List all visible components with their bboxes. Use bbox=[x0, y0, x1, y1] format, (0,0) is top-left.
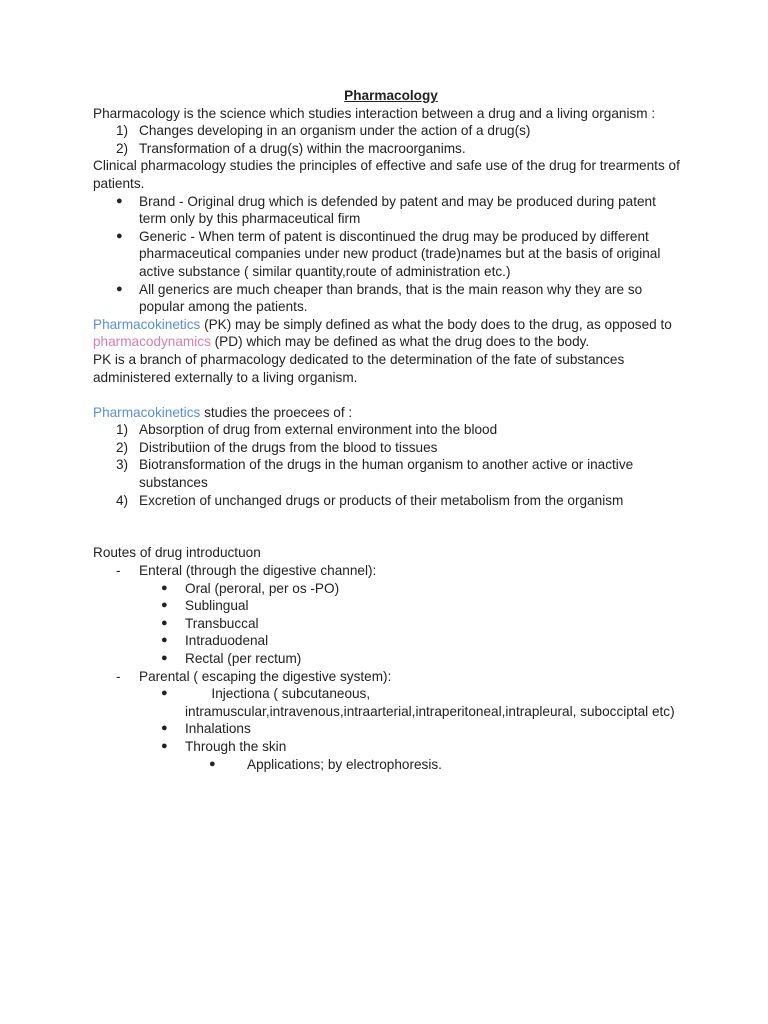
pk-branch-paragraph: PK is a branch of pharmacology dedicated to the determination of the fate of substances administered externally to a living organism. bbox=[93, 351, 625, 385]
pk-studies-paragraph bbox=[93, 404, 683, 422]
list-item bbox=[93, 122, 683, 140]
bullet-icon: ● bbox=[116, 229, 123, 242]
list-item-text: Generic - When term of patent is discontinued the drug may be produced by different pharmaceutical companies under new product (trade)names but at the basis of original active substance ( similar quantity,route of administration etc.) bbox=[139, 228, 661, 279]
dash-marker: - bbox=[116, 563, 121, 579]
list-item bbox=[93, 140, 683, 158]
list-item-text: Inhalations bbox=[185, 721, 251, 737]
list-number: 2) bbox=[116, 140, 129, 156]
bullet-icon: ● bbox=[116, 194, 123, 207]
list-number: 2) bbox=[116, 439, 129, 455]
list-number: 1) bbox=[116, 422, 129, 438]
bullet-icon: ● bbox=[209, 757, 216, 770]
list-item-text: Transformation of a drug(s) within the macroorganims. bbox=[139, 140, 466, 156]
list-item-text: Intraduodenal bbox=[185, 633, 269, 649]
list-item bbox=[93, 456, 683, 491]
pharmacokinetics-term: Pharmacokinetics bbox=[93, 404, 201, 420]
bullet-icon: ● bbox=[161, 687, 168, 700]
list-item bbox=[93, 685, 683, 720]
pk-definition-text-2: (PD) which may be defined as what the drug does to the body. bbox=[210, 334, 590, 350]
list-item bbox=[93, 562, 683, 580]
list-item-text: Absorption of drug from external environment into the blood bbox=[139, 422, 498, 438]
list-item-text: Oral (peroral, per os -PO) bbox=[185, 580, 340, 596]
bullet-icon: ● bbox=[161, 599, 168, 612]
bullet-icon: ● bbox=[161, 616, 168, 629]
dash-marker: - bbox=[116, 668, 121, 684]
injection-line-2: intramuscular,intravenous,intraarterial,intraperitoneal,intrapleural, subocciptal etc) bbox=[185, 703, 675, 719]
clinical-paragraph: Clinical pharmacology studies the principles of effective and safe use of the drug for trearments of patients. bbox=[93, 158, 680, 191]
bullet-icon: ● bbox=[161, 722, 168, 735]
list-item-text bbox=[93, 685, 683, 720]
list-item bbox=[93, 580, 683, 598]
list-item-text: Distributiion of the drugs from the blood to tissues bbox=[139, 439, 438, 455]
pharmacokinetics-term: Pharmacokinetics bbox=[93, 316, 201, 332]
list-item bbox=[93, 720, 683, 738]
list-item bbox=[93, 492, 683, 510]
bullet-icon: ● bbox=[161, 652, 168, 664]
pk-definition-text: (PK) may be simply defined as what the body does to the drug, as opposed to bbox=[200, 316, 672, 332]
list-item-text: Sublingual bbox=[185, 598, 249, 614]
list-item bbox=[93, 615, 683, 633]
spacer bbox=[93, 386, 683, 404]
list-item-text: All generics are much cheaper than brands, that is the main reason why they are so popular among the patients. bbox=[139, 281, 643, 315]
list-item bbox=[93, 597, 683, 615]
pk-definition-paragraph bbox=[93, 316, 683, 351]
list-item bbox=[93, 193, 683, 228]
list-item bbox=[93, 439, 683, 457]
pk-studies-text: studies the proecees of : bbox=[200, 404, 353, 420]
list-item bbox=[93, 281, 683, 316]
list-item-text: Biotransformation of the drugs in the human organism to another active or inactive substances bbox=[139, 457, 634, 491]
page-title: Pharmacology bbox=[344, 88, 438, 103]
routes-heading: Routes of drug introductuon bbox=[93, 545, 261, 561]
pharmacodynamics-term: pharmacodynamics bbox=[93, 334, 211, 350]
spacer bbox=[93, 509, 683, 544]
bullet-icon: ● bbox=[116, 282, 123, 295]
list-item-text: Changes developing in an organism under the action of a drug(s) bbox=[139, 123, 531, 139]
list-item-text: Rectal (per rectum) bbox=[185, 651, 302, 666]
injection-line-1: Injectiona ( subcutaneous, bbox=[185, 686, 371, 702]
list-number: 4) bbox=[116, 492, 129, 508]
list-item-text: Applications; by electrophoresis. bbox=[247, 756, 442, 772]
list-item bbox=[93, 668, 683, 686]
bullet-icon: ● bbox=[161, 634, 168, 647]
document-body bbox=[93, 87, 683, 773]
list-item-text: Excretion of unchanged drugs or products of their metabolism from the organism bbox=[139, 492, 624, 508]
list-item-text: Enteral (through the digestive channel): bbox=[139, 563, 377, 579]
list-number: 1) bbox=[116, 123, 129, 139]
list-number: 3) bbox=[116, 457, 129, 473]
list-item bbox=[93, 756, 683, 774]
list-item-text: Through the skin bbox=[185, 738, 287, 754]
intro-paragraph: Pharmacology is the science which studies interaction between a drug and a living organism : bbox=[93, 105, 656, 121]
bullet-icon: ● bbox=[161, 581, 168, 594]
list-item-text: Transbuccal bbox=[185, 615, 259, 631]
bullet-icon: ● bbox=[161, 739, 168, 752]
list-item-text: Parental ( escaping the digestive system): bbox=[139, 668, 392, 684]
list-item bbox=[93, 421, 683, 439]
list-item-text: Brand - Original drug which is defended by patent and may be produced during patent term only by this pharmaceutical firm bbox=[139, 193, 656, 227]
list-item bbox=[93, 228, 683, 281]
list-item bbox=[93, 632, 683, 650]
list-item bbox=[93, 738, 683, 756]
list-item bbox=[93, 650, 683, 668]
